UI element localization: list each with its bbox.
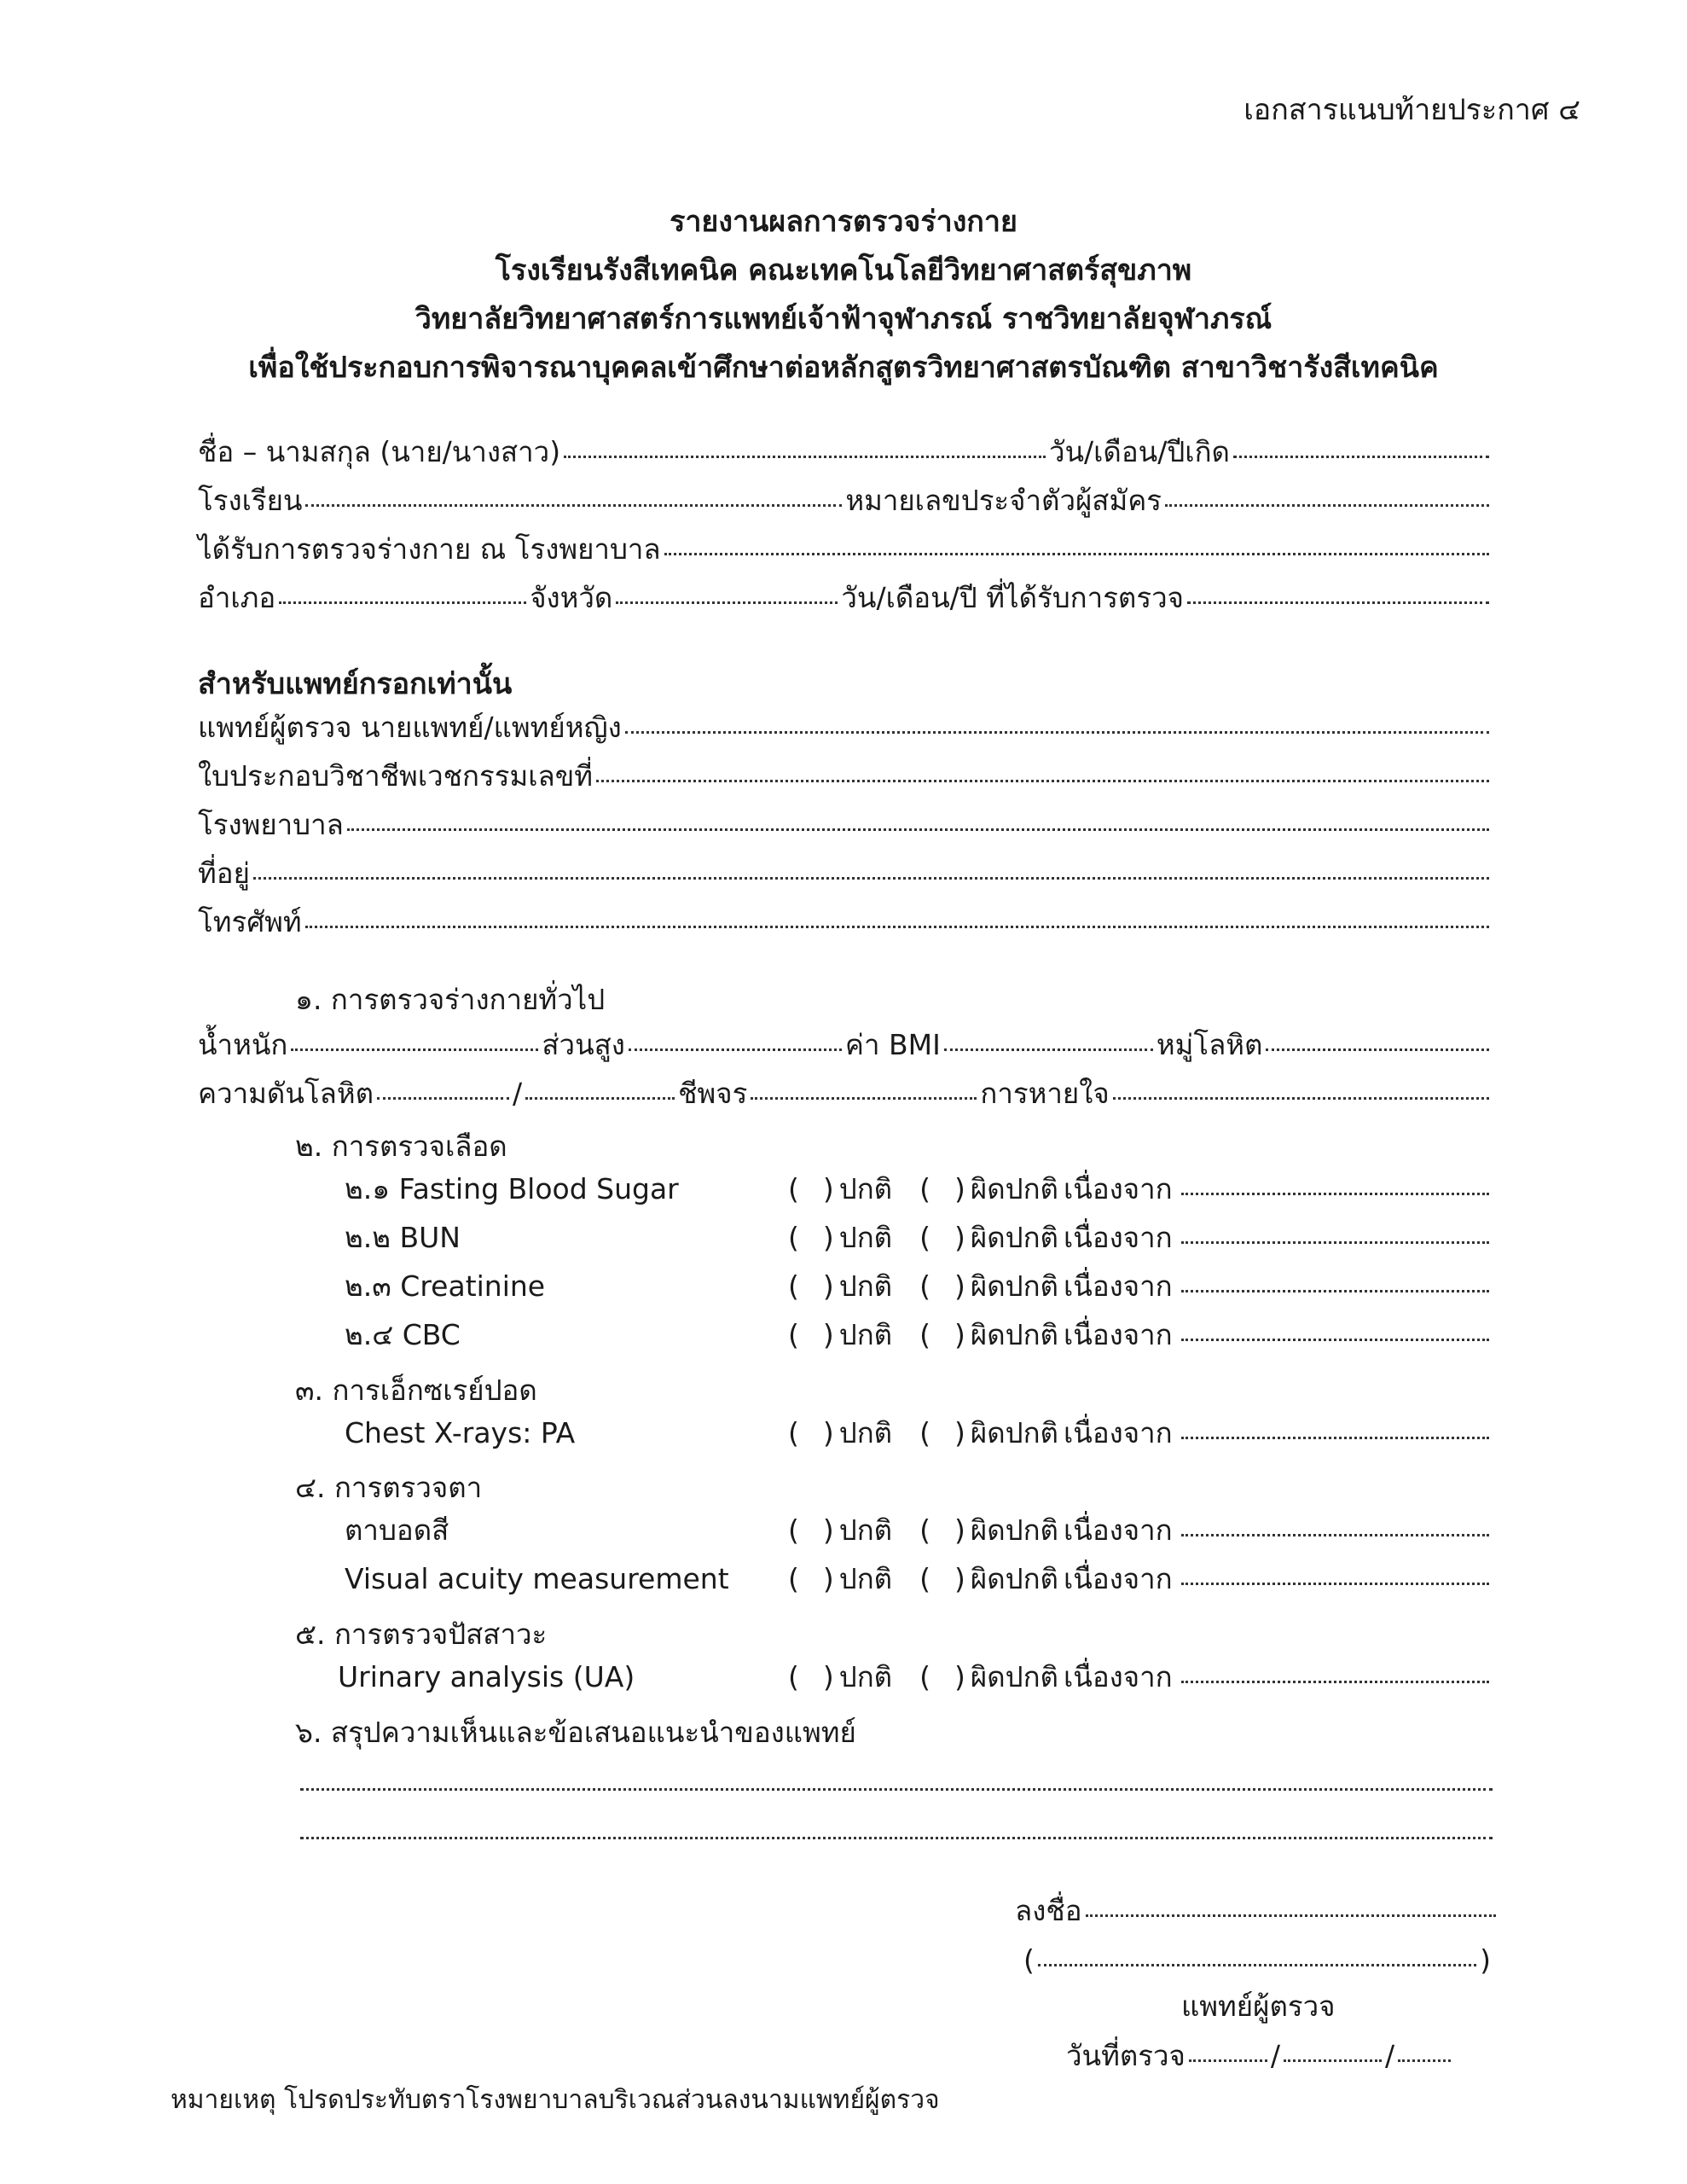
name-field[interactable] — [564, 455, 1046, 458]
normal-choice[interactable]: ( ) ปกติ — [788, 1660, 893, 1693]
blood-item-label: ๒.๒ BUN — [345, 1221, 461, 1254]
exam-date-field[interactable] — [1187, 601, 1489, 604]
pulse-label: ชีพจร — [678, 1077, 748, 1110]
resp-field[interactable] — [1113, 1096, 1489, 1100]
attachment-label: เอกสารแนบท้ายประกาศ ๔ — [1244, 93, 1580, 127]
doctor-hospital-label: โรงพยาบาล — [198, 808, 344, 841]
exam-date-row — [1066, 2030, 1454, 2070]
printed-name-row — [1023, 1935, 1491, 1977]
dob-field[interactable] — [1233, 455, 1489, 458]
examiner-label: แพทย์ผู้ตรวจ นายแพทย์/แพทย์หญิง — [198, 711, 622, 744]
phone-field[interactable] — [305, 925, 1489, 928]
signature-field[interactable] — [1086, 1914, 1496, 1917]
abnormal-reason-field[interactable] — [1181, 1240, 1489, 1244]
blood-item-row — [345, 1261, 1493, 1303]
title-line-1: รายงานผลการตรวจร่างกาย — [670, 205, 1017, 239]
vitals-row-2 — [198, 1068, 1493, 1110]
address-label: ที่อยู่ — [198, 857, 250, 890]
exam-year-field[interactable] — [1398, 2059, 1451, 2062]
blood-item-row — [345, 1310, 1493, 1349]
dob-label: วัน/เดือน/ปีเกิด — [1048, 435, 1230, 468]
eye-item-label: Visual acuity measurement — [345, 1562, 729, 1595]
license-label: ใบประกอบวิชาชีพเวชกรรมเลขที่ — [198, 759, 594, 793]
blood-item-row — [345, 1164, 1493, 1203]
pulse-field[interactable] — [751, 1096, 977, 1100]
date-sep-1: / — [1270, 2039, 1280, 2072]
doctor-hospital-field[interactable] — [347, 828, 1489, 831]
summary-line-1[interactable] — [300, 1788, 1493, 1791]
general-heading: ๑. การตรวจร่างกายทั่วไป — [295, 983, 606, 1016]
bp-label: ความดันโลหิต — [198, 1077, 374, 1110]
paren-close: ) — [1480, 1943, 1491, 1977]
title-line-4: เพื่อใช้ประกอบการพิจารณาบุคคลเข้าศึกษาต่อหลักสูตรวิทยาศาสตรบัณฑิต สาขาวิชารังสีเทคนิค — [248, 351, 1439, 385]
phone-row — [198, 897, 1493, 936]
footer-note: หมายเหตุ โปรดประทับตราโรงพยาบาลบริเวณส่วนลงนามแพทย์ผู้ตรวจ — [171, 2085, 940, 2115]
abnormal-reason-field[interactable] — [1181, 1533, 1489, 1536]
blood-item-row — [345, 1212, 1493, 1252]
exam-hospital-label: ได้รับการตรวจร่างกาย ณ โรงพยาบาล — [198, 532, 661, 566]
blood-item-label: ๒.๔ CBC — [345, 1318, 461, 1351]
paren-open: ( — [1023, 1943, 1035, 1977]
title-line-2: โรงเรียนรังสีเทคนิค คณะเทคโนโลยีวิทยาศาสตร์สุขภาพ — [495, 253, 1192, 288]
blood-item-label: ๒.๑ Fasting Blood Sugar — [345, 1172, 679, 1205]
applicant-id-field[interactable] — [1165, 503, 1489, 507]
bp-diastolic-field[interactable] — [525, 1096, 675, 1100]
province-field[interactable] — [616, 601, 838, 604]
license-field[interactable] — [596, 779, 1489, 782]
xray-item-label: Chest X-rays: PA — [345, 1416, 576, 1449]
title-line-3: วิทยาลัยวิทยาศาสตร์การแพทย์เจ้าฟ้าจุฬาภรณ์ ราชวิทยาลัยจุฬาภรณ์ — [415, 302, 1272, 336]
abnormal-choice[interactable]: ( ) ผิดปกติ เนื่องจาก — [919, 1269, 1173, 1303]
weight-field[interactable] — [291, 1048, 538, 1051]
applicant-id-label: หมายเลขประจำตัวผู้สมัคร — [845, 484, 1162, 517]
blood-item-label: ๒.๓ Creatinine — [345, 1269, 546, 1303]
date-sep-2: / — [1385, 2039, 1395, 2072]
urine-heading: ๕. การตรวจปัสสาวะ — [295, 1618, 548, 1651]
abnormal-choice[interactable]: ( ) ผิดปกติ เนื่องจาก — [919, 1660, 1173, 1693]
abnormal-choice[interactable]: ( ) ผิดปกติ เนื่องจาก — [919, 1318, 1173, 1351]
bp-separator: / — [513, 1077, 523, 1110]
exam-hospital-field[interactable] — [664, 552, 1489, 555]
exam-hospital-row — [198, 524, 1493, 566]
doctor-role: แพทย์ผู้ตรวจ — [1181, 1989, 1336, 2023]
abnormal-reason-field[interactable] — [1181, 1289, 1489, 1292]
examiner-field[interactable] — [625, 730, 1489, 734]
location-row — [198, 572, 1493, 612]
abnormal-choice[interactable]: ( ) ผิดปกติ เนื่องจาก — [919, 1221, 1173, 1254]
summary-line-2[interactable] — [300, 1837, 1493, 1839]
normal-choice[interactable]: ( ) ปกติ — [788, 1269, 893, 1303]
blood-group-label: หมู่โลหิต — [1156, 1028, 1263, 1061]
sign-row — [1015, 1885, 1499, 1925]
exam-month-field[interactable] — [1284, 2059, 1382, 2062]
abnormal-choice[interactable]: ( ) ผิดปกติ เนื่องจาก — [919, 1416, 1173, 1449]
phone-label: โทรศัพท์ — [198, 905, 302, 938]
resp-label: การหายใจ — [980, 1077, 1110, 1110]
school-row — [198, 475, 1493, 517]
address-row — [198, 848, 1493, 890]
normal-choice[interactable]: ( ) ปกติ — [788, 1416, 893, 1449]
bp-systolic-field[interactable] — [377, 1096, 509, 1100]
normal-choice[interactable]: ( ) ปกติ — [788, 1562, 893, 1595]
abnormal-choice[interactable]: ( ) ผิดปกติ เนื่องจาก — [919, 1172, 1173, 1205]
eye-heading: ๔. การตรวจตา — [295, 1471, 483, 1504]
eye-item-row — [345, 1505, 1493, 1547]
blood-group-field[interactable] — [1266, 1048, 1489, 1051]
name-label: ชื่อ – นามสกุล (นาย/นางสาว) — [198, 435, 561, 468]
province-label: จังหวัด — [530, 581, 613, 614]
exam-date-sign-label: วันที่ตรวจ — [1066, 2039, 1186, 2072]
bmi-field[interactable] — [944, 1048, 1153, 1051]
eye-item-label: ตาบอดสี — [345, 1513, 449, 1547]
examiner-row — [198, 702, 1493, 744]
license-row — [198, 751, 1493, 793]
exam-date-label: วัน/เดือน/ปี ที่ได้รับการตรวจ — [841, 581, 1184, 614]
abnormal-reason-field[interactable] — [1181, 1582, 1489, 1585]
xray-heading: ๓. การเอ็กซเรย์ปอด — [295, 1374, 537, 1407]
bmi-label: ค่า BMI — [844, 1028, 941, 1061]
address-field[interactable] — [253, 876, 1489, 880]
eye-item-row — [345, 1554, 1493, 1593]
abnormal-reason-field[interactable] — [1181, 1192, 1489, 1195]
sign-label: ลงชื่อ — [1015, 1894, 1082, 1927]
height-field[interactable] — [629, 1048, 842, 1051]
abnormal-reason-field[interactable] — [1181, 1436, 1489, 1439]
doctor-hospital-row — [198, 799, 1493, 839]
district-field[interactable] — [279, 601, 526, 604]
doctor-section-heading: สำหรับแพทย์กรอกเท่านั้น — [198, 667, 513, 701]
school-field[interactable] — [305, 503, 842, 507]
urine-item-label: Urinary analysis (UA) — [338, 1660, 635, 1693]
summary-heading: ๖. สรุปความเห็นและข้อเสนอแนะนำของแพทย์ — [295, 1716, 856, 1749]
normal-choice[interactable]: ( ) ปกติ — [788, 1172, 893, 1205]
school-label: โรงเรียน — [198, 484, 303, 517]
normal-choice[interactable]: ( ) ปกติ — [788, 1318, 893, 1351]
abnormal-reason-field[interactable] — [1181, 1338, 1489, 1341]
urine-item-row — [338, 1652, 1493, 1691]
abnormal-reason-field[interactable] — [1181, 1680, 1489, 1683]
weight-label: น้ำหนัก — [198, 1028, 288, 1061]
abnormal-choice[interactable]: ( ) ผิดปกติ เนื่องจาก — [919, 1513, 1173, 1547]
xray-item-row — [345, 1408, 1493, 1447]
blood-heading: ๒. การตรวจเลือด — [295, 1130, 507, 1163]
height-label: ส่วนสูง — [542, 1028, 625, 1061]
applicant-name-row — [198, 427, 1493, 466]
exam-day-field[interactable] — [1189, 2059, 1267, 2062]
district-label: อำเภอ — [198, 581, 276, 614]
printed-name-field[interactable] — [1038, 1963, 1476, 1966]
abnormal-choice[interactable]: ( ) ผิดปกติ เนื่องจาก — [919, 1562, 1173, 1595]
vitals-row-1 — [198, 1019, 1493, 1059]
normal-choice[interactable]: ( ) ปกติ — [788, 1221, 893, 1254]
normal-choice[interactable]: ( ) ปกติ — [788, 1513, 893, 1547]
